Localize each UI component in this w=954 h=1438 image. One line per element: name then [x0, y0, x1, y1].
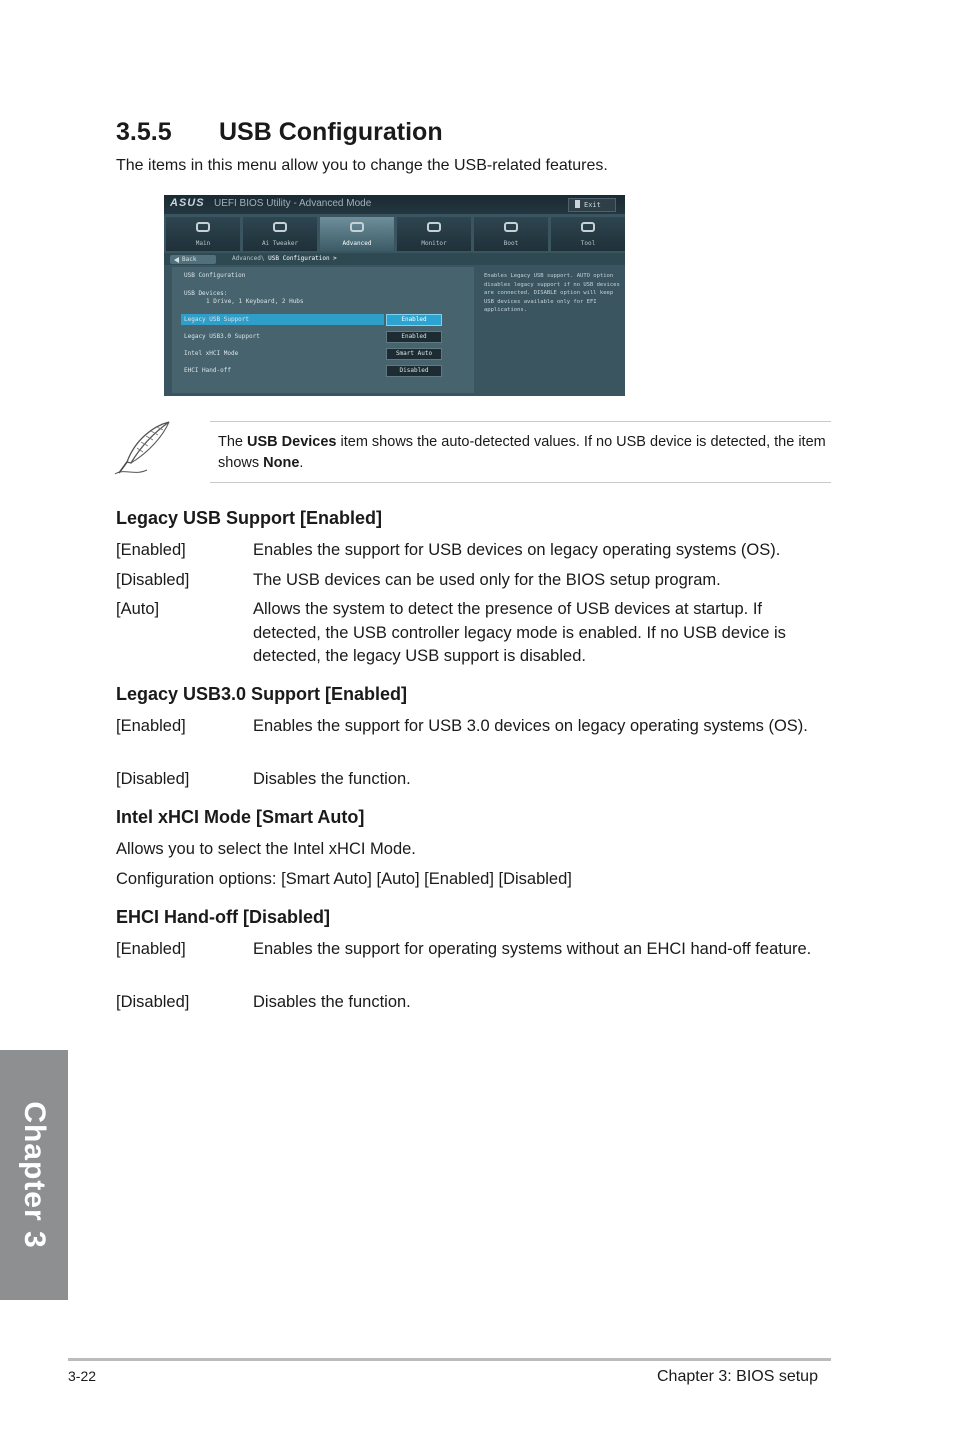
xhci-description: Allows you to select the Intel xHCI Mode.	[116, 840, 416, 858]
note-text-mid: item shows the auto-detected values. If no USB device is detected, the item shows	[218, 434, 826, 471]
advanced-icon	[350, 222, 364, 232]
page-number: 3-22	[68, 1368, 97, 1384]
bios-tab-label: Tool	[580, 240, 596, 247]
option-desc: Disables the function.	[253, 993, 411, 1011]
footer-rule	[68, 1358, 831, 1361]
tweak-icon	[273, 222, 287, 232]
bios-item-value: Enabled	[386, 331, 442, 343]
option-desc: Allows the system to detect the presence of USB devices at startup. If detected, the USB controller legacy mode is enabled. If no USB device is detected, the legacy USB support is disabled.	[253, 600, 786, 665]
bios-exit-label: Exit	[584, 201, 601, 209]
bios-item-value: Disabled	[386, 365, 442, 377]
bios-tab-advanced	[320, 217, 394, 251]
note-bottom-rule	[210, 482, 831, 483]
power-icon	[504, 222, 518, 232]
bios-tab-label: Ai Tweaker	[261, 240, 299, 247]
option-desc: Enables the support for USB devices on legacy operating systems (OS).	[253, 541, 781, 559]
note-text-pre: The	[218, 434, 248, 450]
bios-tab-bar	[166, 217, 624, 251]
bios-devices-value: 1 Drive, 1 Keyboard, 2 Hubs	[206, 298, 304, 305]
section-intro: The items in this menu allow you to change the USB-related features.	[116, 157, 608, 174]
option-label: [Disabled]	[116, 571, 190, 589]
tool-icon	[581, 222, 595, 232]
exit-icon	[575, 200, 580, 208]
legacy-usb-heading: Legacy USB Support [Enabled]	[116, 508, 383, 528]
bios-app-title: UEFI BIOS Utility - Advanced Mode	[214, 198, 372, 209]
bios-item-value: Smart Auto	[386, 348, 442, 360]
asus-logo: ASUS	[170, 197, 205, 209]
option-label: [Enabled]	[116, 940, 186, 958]
breadcrumb-prefix: Advanced\	[232, 255, 265, 262]
option-desc: Enables the support for USB 3.0 devices on legacy operating systems (OS).	[253, 717, 808, 735]
note-text-post: .	[299, 455, 304, 471]
legacy-usb3-heading: Legacy USB3.0 Support [Enabled]	[116, 684, 408, 704]
bios-breadcrumb	[232, 255, 337, 262]
bios-tab-label: Main	[195, 240, 211, 247]
note-bold-none: None	[263, 455, 300, 471]
option-label: [Enabled]	[116, 717, 186, 735]
list-icon	[196, 222, 210, 232]
bios-tab-monitor	[397, 217, 471, 251]
bios-help-text: Enables Legacy USB support. AUTO option disables legacy support if no USB devices are connected. DISABLE option will keep USB devices available only for EFI applications.	[484, 273, 620, 313]
bios-tab-ai-tweaker	[243, 217, 317, 251]
bios-item-label: Intel xHCI Mode	[184, 350, 239, 357]
bios-back-button: Back	[170, 255, 216, 264]
option-desc: Enables the support for operating systems without an EHCI hand-off feature.	[253, 940, 812, 958]
chapter-side-label: Chapter 3	[18, 1101, 51, 1249]
section-title: USB Configuration	[219, 118, 443, 146]
xhci-config-options: Configuration options: [Smart Auto] [Auto] [Enabled] [Disabled]	[116, 870, 572, 888]
bios-item-label: EHCI Hand-off	[184, 367, 231, 374]
option-desc: The USB devices can be used only for the BIOS setup program.	[253, 571, 721, 589]
bios-tab-main	[166, 217, 240, 251]
bios-tab-label: Monitor	[421, 240, 447, 247]
option-label: [Disabled]	[116, 993, 190, 1011]
ehci-heading: EHCI Hand-off [Disabled]	[116, 907, 330, 927]
bios-tab-label: Boot	[503, 240, 519, 247]
bios-item-value: Enabled	[386, 314, 442, 326]
note-top-rule	[210, 421, 831, 422]
bios-exit-button	[568, 198, 616, 212]
option-label: [Enabled]	[116, 541, 186, 559]
bios-tab-boot	[474, 217, 548, 251]
feather-pen-icon	[113, 418, 175, 478]
bios-item-label: Legacy USB3.0 Support	[184, 333, 260, 340]
section-number: 3.5.5	[116, 118, 172, 146]
bios-item-label: Legacy USB Support	[184, 316, 250, 323]
bios-tab-label: Advanced	[342, 240, 372, 247]
bios-tab-tool	[551, 217, 625, 251]
bios-devices-label: USB Devices:	[184, 290, 228, 297]
xhci-heading: Intel xHCI Mode [Smart Auto]	[116, 807, 365, 827]
note-bold-usb-devices: USB Devices	[247, 434, 337, 450]
bios-panel-title: USB Configuration	[184, 272, 246, 279]
option-label: [Auto]	[116, 600, 160, 618]
note-text	[218, 432, 828, 474]
option-label: [Disabled]	[116, 770, 190, 788]
monitor-icon	[427, 222, 441, 232]
bios-screenshot	[164, 195, 625, 396]
breadcrumb-current: USB Configuration >	[268, 255, 337, 262]
option-desc: Disables the function.	[253, 770, 411, 788]
footer-chapter: Chapter 3: BIOS setup	[657, 1368, 818, 1385]
